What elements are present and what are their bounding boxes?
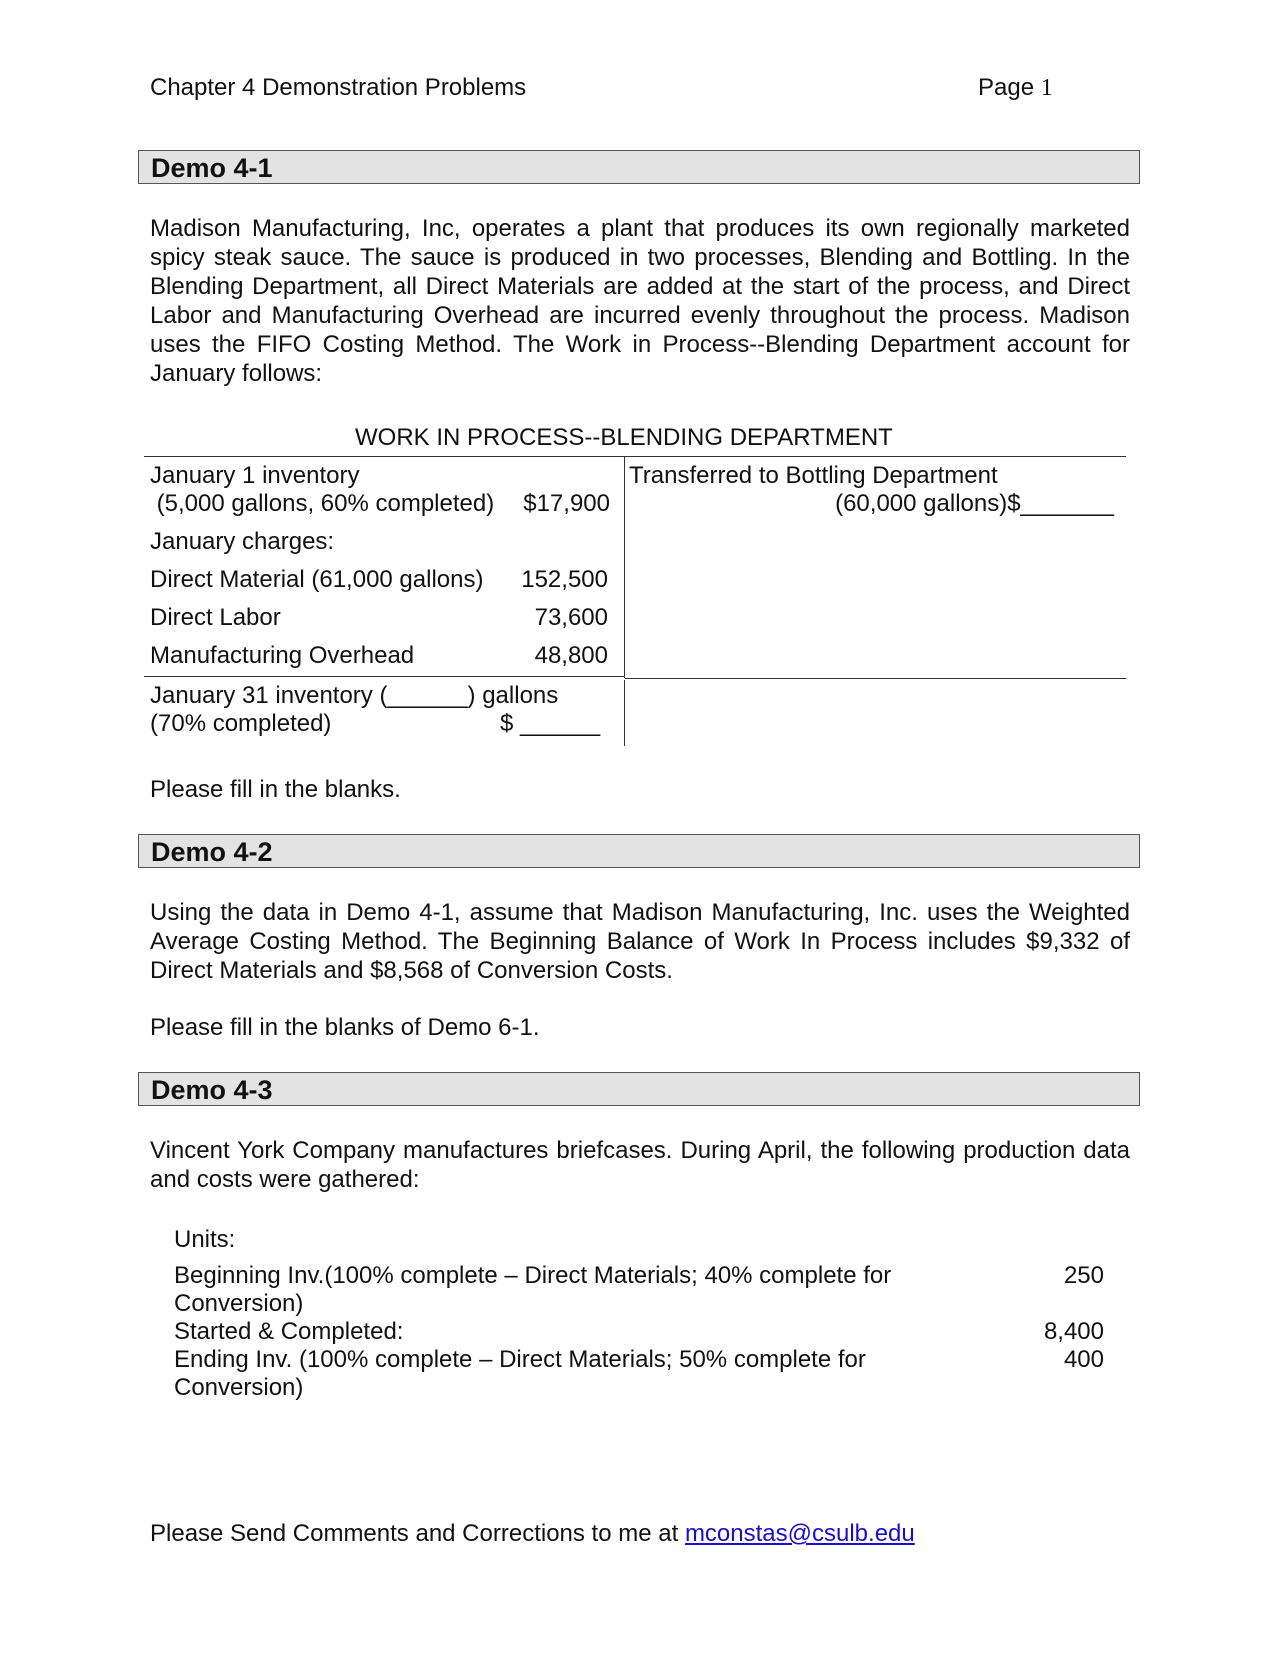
jan31-inventory-amount: $ ______: [500, 710, 601, 737]
jan1-inventory-detail: (5,000 gallons, 60% completed): [150, 490, 495, 517]
demo-4-3-paragraph: Vincent York Company manufactures briefcases. During April, the following production data and costs were gathered:: [150, 1137, 1130, 1193]
manufacturing-overhead-amount: 48,800: [534, 642, 608, 669]
jan1-inventory-amount: $17,900: [523, 490, 610, 517]
transferred-label: Transferred to Bottling Department: [629, 462, 998, 489]
units-row-label-continued: Conversion): [174, 1374, 304, 1401]
footer-text: Please Send Comments and Corrections to me at: [150, 1520, 685, 1547]
demo-4-1-heading-box: [138, 150, 1140, 184]
units-row-value: 400: [1063, 1346, 1104, 1373]
t-account-left-subtotal-rule: [144, 676, 625, 677]
t-account-title: WORK IN PROCESS--BLENDING DEPARTMENT: [355, 424, 893, 451]
t-account-right-subtotal-rule: [625, 678, 1126, 679]
t-account-center-rule: [624, 456, 625, 678]
t-account-lower-center-rule: [624, 680, 625, 746]
footer: [150, 1520, 915, 1548]
units-row-value: 8,400: [1043, 1318, 1104, 1345]
page-header-title: Chapter 4 Demonstration Problems: [150, 74, 527, 101]
units-row-label: Started & Completed:: [174, 1318, 404, 1345]
demo-4-2-instruction: Please fill in the blanks of Demo 6-1.: [150, 1014, 540, 1041]
jan1-inventory-label: January 1 inventory: [150, 462, 360, 489]
manufacturing-overhead-label: Manufacturing Overhead: [150, 642, 415, 669]
demo-4-1-heading: Demo 4-1: [151, 153, 273, 183]
units-row-value: 250: [1063, 1262, 1104, 1289]
direct-material-amount: 152,500: [521, 566, 608, 593]
page-number-value: 1: [1040, 75, 1053, 101]
units-label: Units:: [174, 1226, 236, 1253]
t-account-top-rule: [144, 456, 1126, 457]
units-row-label-continued: Conversion): [174, 1290, 304, 1317]
units-row-label: Ending Inv. (100% complete – Direct Materials; 50% complete for: [174, 1346, 866, 1373]
direct-labor-label: Direct Labor: [150, 604, 281, 631]
demo-4-3-heading-box: [138, 1072, 1140, 1106]
page-label: Page: [978, 74, 1041, 101]
email-link[interactable]: mconstas@csulb.edu: [684, 1520, 915, 1547]
page-number: [978, 74, 1053, 102]
demo-4-1-instruction: Please fill in the blanks.: [150, 776, 401, 803]
demo-4-1-paragraph: Madison Manufacturing, Inc, operates a plant that produces its own regionally marketed spicy steak sauce. The sauce is produced in two processes, Blending and Bottling. In the Blending Department, all Direct Materials are added at the start of the process, and Direct Labor and Manufacturing Overhead are incurred evenly throughout the process. Madison uses the FIFO Costing Method. The Work in Process--Blending Department account for January follows:: [150, 215, 1130, 387]
jan-charges-label: January charges:: [150, 528, 335, 555]
demo-4-2-heading-box: [138, 834, 1140, 868]
demo-4-2-heading: Demo 4-2: [151, 837, 273, 867]
demo-4-2-paragraph: Using the data in Demo 4-1, assume that Madison Manufacturing, Inc. uses the Weighted Average Costing Method. The Beginning Balance of Work In Process includes $9,332 of Direct Materials and $8,568 of Conversion Costs.: [150, 899, 1130, 984]
direct-labor-amount: 73,600: [534, 604, 608, 631]
transferred-detail: (60,000 gallons)$_______: [835, 490, 1114, 517]
demo-4-3-heading: Demo 4-3: [151, 1075, 273, 1105]
direct-material-label: Direct Material (61,000 gallons): [150, 566, 484, 593]
jan31-inventory-label: January 31 inventory (______) gallons: [150, 682, 559, 709]
units-row-label: Beginning Inv.(100% complete – Direct Materials; 40% complete for: [174, 1262, 892, 1289]
jan31-inventory-detail: (70% completed): [150, 710, 332, 737]
